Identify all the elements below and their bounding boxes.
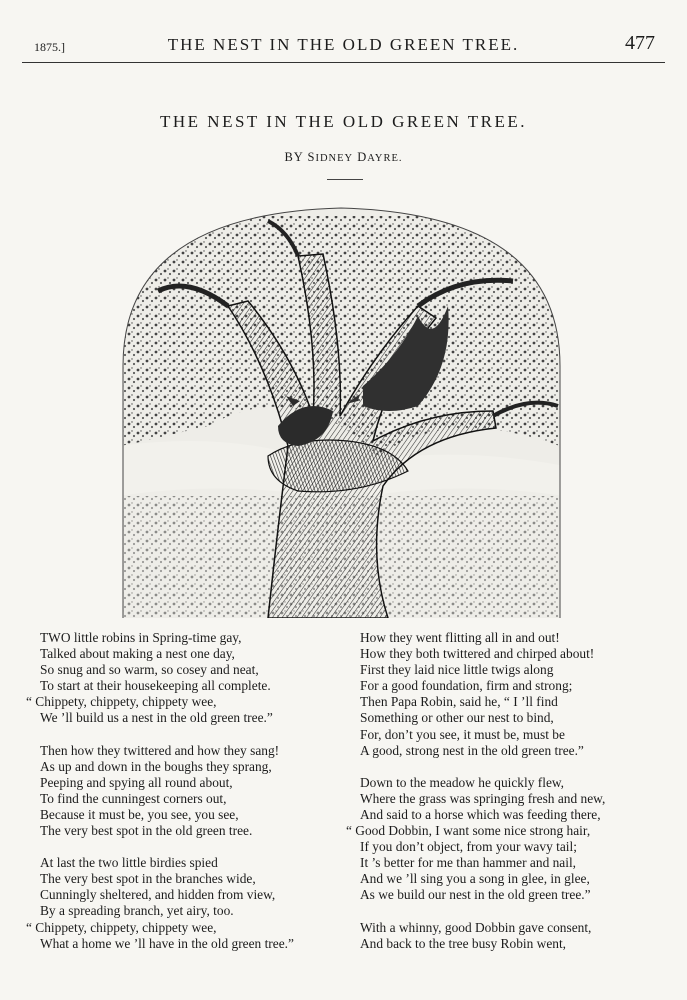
author-last-name <box>357 150 402 164</box>
poem-line: Something or other our nest to bind, <box>360 710 554 726</box>
author-first-rest: IDNEY <box>315 153 354 164</box>
running-head-year: 1875.] <box>34 40 65 54</box>
poem-line: How they both twittered and chirped about! <box>360 646 595 662</box>
stanza <box>360 920 660 952</box>
illustration-svg <box>118 196 565 618</box>
poem-line: With a whinny, good Dobbin gave consent, <box>360 919 592 935</box>
poem-line: And we ’ll sing you a song in glee, in glee, <box>360 871 590 887</box>
author-rule <box>327 179 363 180</box>
author-last-initial: D <box>357 150 368 164</box>
stanza <box>360 630 660 759</box>
poem-line: For, don’t you see, it must be, must be <box>360 726 565 742</box>
poem-line: And said to a horse which was feeding there, <box>360 806 601 822</box>
poem-line: “ Good Dobbin, I want some nice strong hair, <box>346 823 591 839</box>
poem-line: TWO little robins in Spring-time gay, <box>40 630 242 645</box>
poem-line: How they went flitting all in and out! <box>360 630 560 645</box>
poem-line: A good, strong nest in the old green tree.” <box>360 742 584 758</box>
poem-line: If you don’t object, from your wavy tail; <box>360 839 577 855</box>
stanza <box>346 774 660 904</box>
poem-line: Peeping and spying all round about, <box>40 774 233 790</box>
poem-line: It ’s better for me than hammer and nail, <box>360 855 577 871</box>
poem-line: Because it must be, you see, you see, <box>40 806 239 822</box>
poem-line: Cunningly sheltered, and hidden from view, <box>40 887 276 903</box>
poem-line: By a spreading branch, yet airy, too. <box>40 903 234 919</box>
poem-line: Then Papa Robin, said he, “ I ’ll find <box>360 694 558 710</box>
poem-line: Then how they twittered and how they sang! <box>40 742 280 758</box>
poem-line: As we build our nest in the old green tree.” <box>360 887 591 903</box>
stanza <box>26 630 350 727</box>
poem-line: Where the grass was springing fresh and new, <box>360 790 606 806</box>
poem-line: To find the cunningest corners out, <box>40 790 227 806</box>
author-first-name <box>308 150 354 164</box>
poem-line: To start at their housekeeping all complete. <box>40 678 271 694</box>
author-last-rest: AYRE. <box>367 153 403 164</box>
stanza <box>26 855 350 952</box>
poem-line: The very best spot in the old green tree. <box>40 823 253 839</box>
poem-right-column <box>346 630 660 968</box>
running-head-title: THE NEST IN THE OLD GREEN TREE. <box>167 35 520 54</box>
poem-line: “ Chippety, chippety, chippety wee, <box>26 694 217 710</box>
poem-author <box>0 150 687 165</box>
poem-line: Talked about making a nest one day, <box>40 646 235 662</box>
poem-line: We ’ll build us a nest in the old green tree.” <box>40 710 273 726</box>
poem-line: At last the two little birdies spied <box>40 855 218 871</box>
poem-line: As up and down in the boughs they sprang, <box>40 758 272 774</box>
poem-line: And back to the tree busy Robin went, <box>360 935 567 951</box>
poem-line: The very best spot in the branches wide, <box>40 871 256 887</box>
running-head <box>22 32 665 63</box>
author-first-initial: S <box>307 150 316 164</box>
poem-line: What a home we ’ll have in the old green tree.” <box>40 935 294 951</box>
poem-line: First they laid nice little twigs along <box>360 662 554 678</box>
poem-left-column <box>26 630 350 968</box>
poem-line: “ Chippety, chippety, chippety wee, <box>26 919 217 935</box>
tree-with-robins-nest-illustration <box>118 196 565 618</box>
poem-line: So snug and so warm, so cosey and neat, <box>40 662 259 678</box>
poem-line: Down to the meadow he quickly flew, <box>360 774 565 790</box>
poem-line: For a good foundation, firm and strong; <box>360 678 573 694</box>
stanza <box>40 743 350 840</box>
poem-title: THE NEST IN THE OLD GREEN TREE. <box>160 112 527 131</box>
page-number: 477 <box>625 32 655 54</box>
author-prefix: BY <box>284 150 304 164</box>
